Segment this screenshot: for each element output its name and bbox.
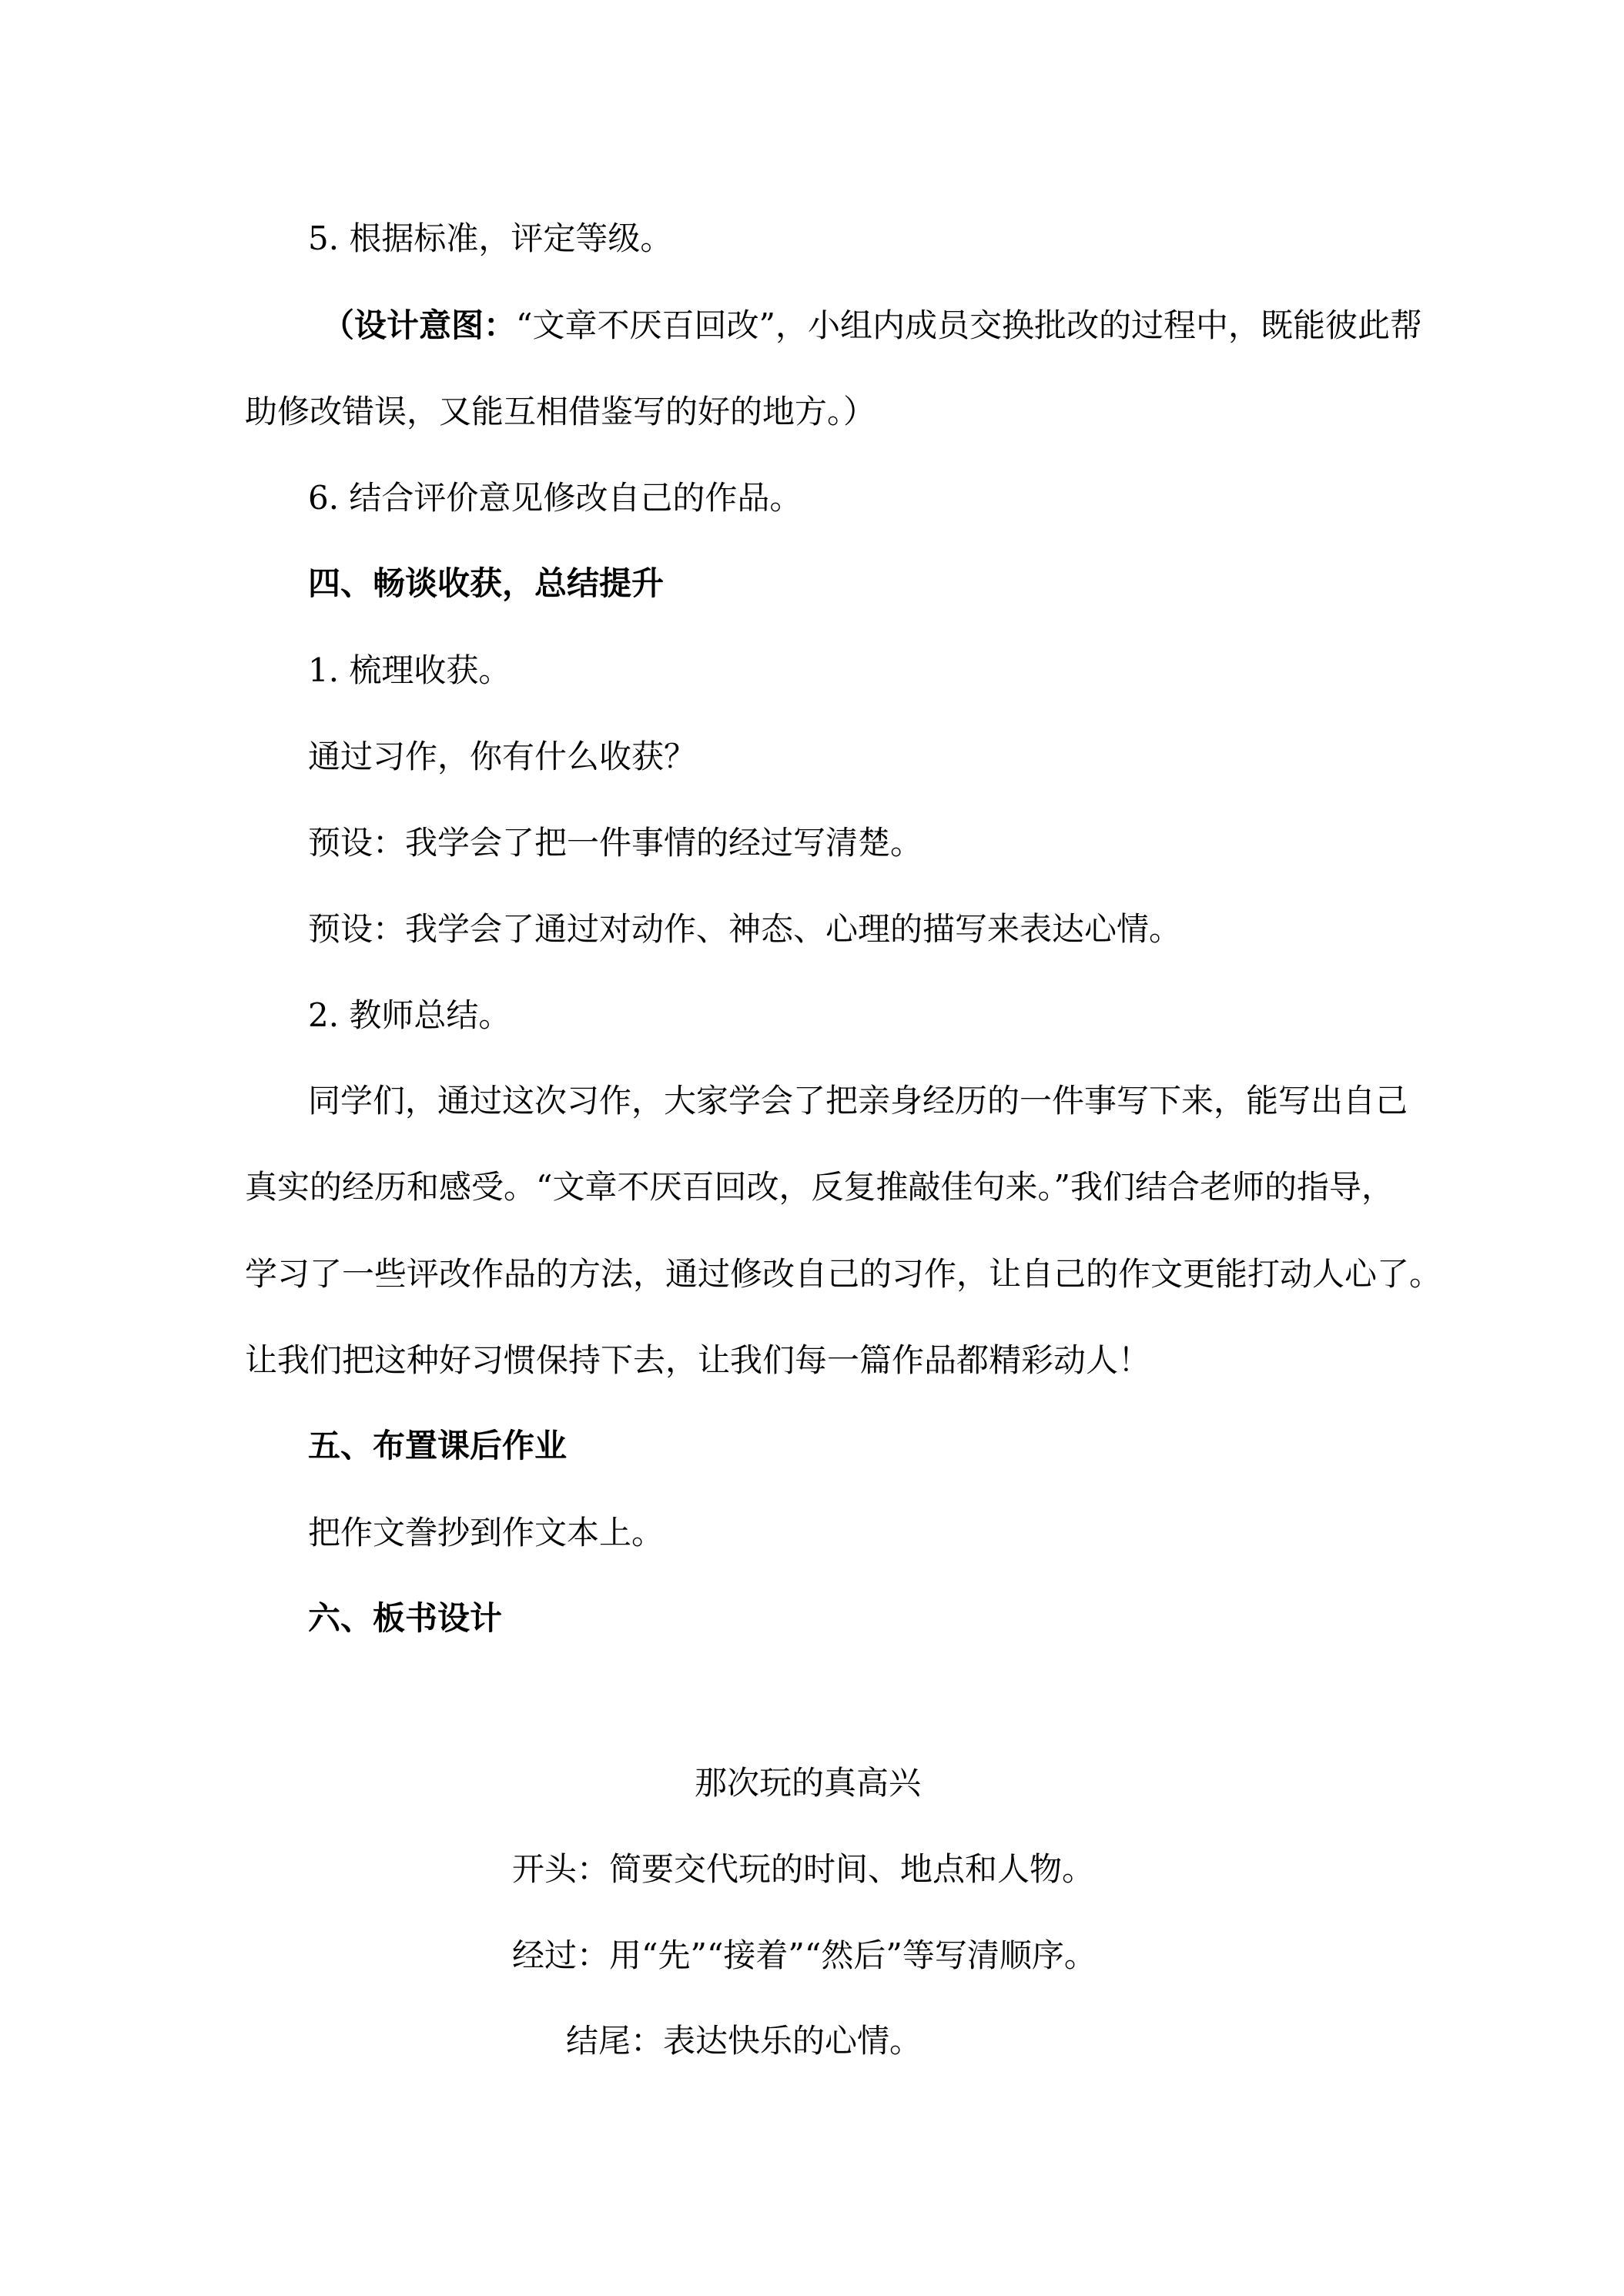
step-5-text: 5. 根据标准，评定等级。 (308, 219, 673, 257)
preset-2: 预设：我学会了通过对动作、神态、心理的描写来表达心情。 (308, 910, 1182, 948)
sub-item-2: 2. 教师总结。 (308, 996, 511, 1034)
board-title: 那次玩的真高兴 (695, 1764, 922, 1802)
section-4-heading: 四、畅谈收获，总结提升 (308, 564, 665, 602)
question-text: 通过习作，你有什么收获？ (308, 738, 697, 775)
board-ending: 结尾：表达快乐的心情。 (566, 2022, 922, 2060)
design-intent-line-2: 助修改错误，又能互相借鉴写的好的地方。） (245, 393, 876, 430)
board-opening: 开头：简要交代玩的时间、地点和人物。 (512, 1850, 1095, 1888)
section-6-heading: 六、板书设计 (308, 1599, 503, 1637)
summary-line-1: 同学们，通过这次习作，大家学会了把亲身经历的一件事写下来，能写出自己 (308, 1082, 1408, 1120)
design-intent-label: （设计意图： (322, 306, 517, 344)
summary-line-4: 让我们把这种好习惯保持下去，让我们每一篇作品都精彩动人！ (245, 1341, 1151, 1379)
sub-item-1: 1. 梳理收获。 (308, 651, 511, 689)
summary-line-3: 学习了一些评改作品的方法，通过修改自己的习作，让自己的作文更能打动人心了。 (245, 1255, 1442, 1293)
design-intent-text: “文章不厌百回改”，小组内成员交换批改的过程中，既能彼此帮 (516, 306, 1422, 344)
step-6-text: 6. 结合评价意见修改自己的作品。 (308, 479, 802, 517)
preset-1: 预设：我学会了把一件事情的经过写清楚。 (308, 824, 923, 862)
board-process: 经过：用“先”“接着”“然后”等写清顺序。 (512, 1936, 1097, 1974)
section-5-heading: 五、布置课后作业 (308, 1427, 568, 1464)
homework-text: 把作文誊抄到作文本上。 (308, 1514, 665, 1551)
summary-line-2: 真实的经历和感受。“文章不厌百回改，反复推敲佳句来。”我们结合老师的指导， (245, 1168, 1394, 1206)
design-intent-line-1 (322, 303, 1422, 349)
